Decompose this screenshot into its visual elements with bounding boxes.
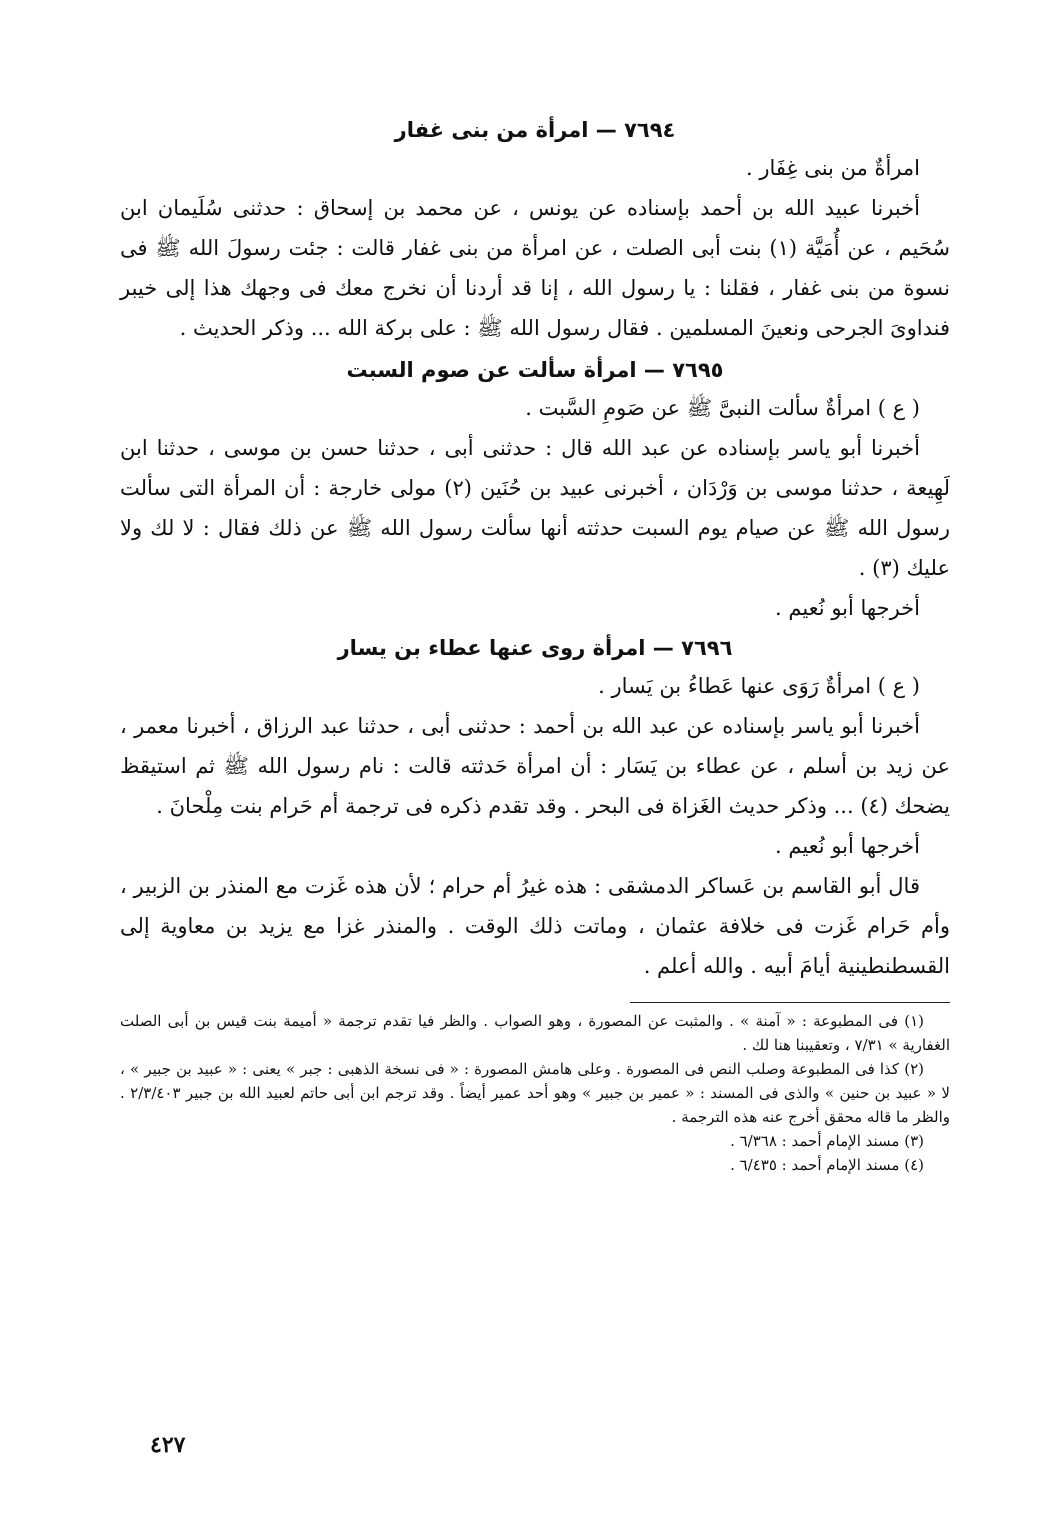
footnote-2: (٢) كذا فى المطبوعة وصلب النص فى المصورة . وعلى هامش المصورة : « فى نسخة الذهبى : جبر » يعنى : « عبيد بن جبير » ، لا « عبيد بن حنين » والذى فى المسند : « عمير بن جبير » وهو أحد عمير أيضاً . وقد ترجم ابن أبى حاتم لعبيد الله بن جبير ٢/٣/٤٠٣ . والظر ما قاله محقق أخرج عنه هذه الترجمة . [120, 1060, 950, 1126]
footnote-3: (٣) مسند الإمام أحمد : ٦/٣٦٨ . [730, 1132, 924, 1150]
entry-paragraph: قال أبو القاسم بن عَساكر الدمشقى : هذه غيرُ أم حرام ؛ لأن هذه غَزت مع المنذر بن الزبير ، وأم حَرام غَزت فى خلافة عثمان ، وماتت ذلك الوقت . والمنذر غزا مع يزيد بن معاوية إلى القسطنطينية أيامَ أبيه . والله أعلم . [120, 874, 950, 978]
entry-paragraph: أخبرنا أبو ياسر بإسناده عن عبد الله بن أحمد : حدثنى أبى ، حدثنا عبد الرزاق ، أخبرنا معمر ، عن زيد بن أسلم ، عن عطاء بن يَسَار : أن امرأة حَدثته قالت : نام رسول الله ﷺ ثم استيقظ يضحك (٤) ... وذكر حديث الغَزاة فى البحر . وقد تقدم ذكره فى ترجمة أم حَرام بنت مِلْحانَ . [120, 714, 950, 818]
entry-heading-7695: ٧٦٩٥ — امرأة سألت عن صوم السبت [346, 358, 724, 382]
footnotes [120, 1009, 950, 1177]
entry-paragraph: أخبرنا عبيد الله بن أحمد بإسناده عن يونس ، عن محمد بن إسحاق : حدثنى سُلَيمان ابن سُحَيم ، عن أُمَيَّة (١) بنت أبى الصلت ، عن امرأة من بنى غفار قالت : جئت رسولَ الله ﷺ فى نسوة من بنى غفار ، فقلنا : يا رسول الله ، إنا قد أردنا أن نخرج معك فى وجهك هذا إلى خيبر فنداوىَ الجرحى ونعينَ المسلمين . فقال رسول الله ﷺ : على بركة الله ... وذكر الحديث . [120, 196, 950, 340]
entry-intro-7694: امرأةٌ من بنى غِفَار . [746, 156, 920, 180]
footnote-1: (١) فى المطبوعة : « آمنة » . والمثبت عن المصورة ، وهو الصواب . والظر فيا تقدم ترجمة « أميمة بنت قيس بن أبى الصلت الغفارية » ٧/٣١ ، وتعقيبنا هنا لك . [120, 1012, 950, 1054]
footnote-divider [630, 1002, 950, 1003]
entry-closing-note: أخرجها أبو نُعيم . [775, 596, 920, 620]
footnote-4: (٤) مسند الإمام أحمد : ٦/٤٣٥ . [730, 1156, 924, 1174]
page-body [120, 108, 950, 1508]
page-number: ٤٢٧ [150, 1432, 186, 1458]
entry-intro-7695: ( ع ) امرأةٌ سألت النبىَّ ﷺ عن صَومِ السَّبت . [525, 396, 920, 420]
entry-paragraph: أخبرنا أبو ياسر بإسناده عن عبد الله قال : حدثنى أبى ، حدثنا حسن بن موسى ، حدثنا ابن لَهِيعة ، حدثنا موسى بن وَرْدَان ، أخبرنى عبيد بن حُنَين (٢) مولى خارجة : أن المرأة التى سألت رسول الله ﷺ عن صيام يوم السبت حدثته أنها سألت رسول الله ﷺ عن ذلك فقال : لا لك ولا عليك (٣) . [120, 436, 951, 580]
entry-closing-note: أخرجها أبو نُعيم . [775, 834, 920, 858]
entry-heading-7694: ٧٦٩٤ — امرأة من بنى غفار [394, 118, 676, 142]
entry-intro-7696: ( ع ) امرأةٌ رَوَى عنها عَطاءُ بن يَسار . [598, 674, 920, 698]
entry-heading-7696: ٧٦٩٦ — امرأة روى عنها عطاء بن يسار [337, 636, 733, 660]
